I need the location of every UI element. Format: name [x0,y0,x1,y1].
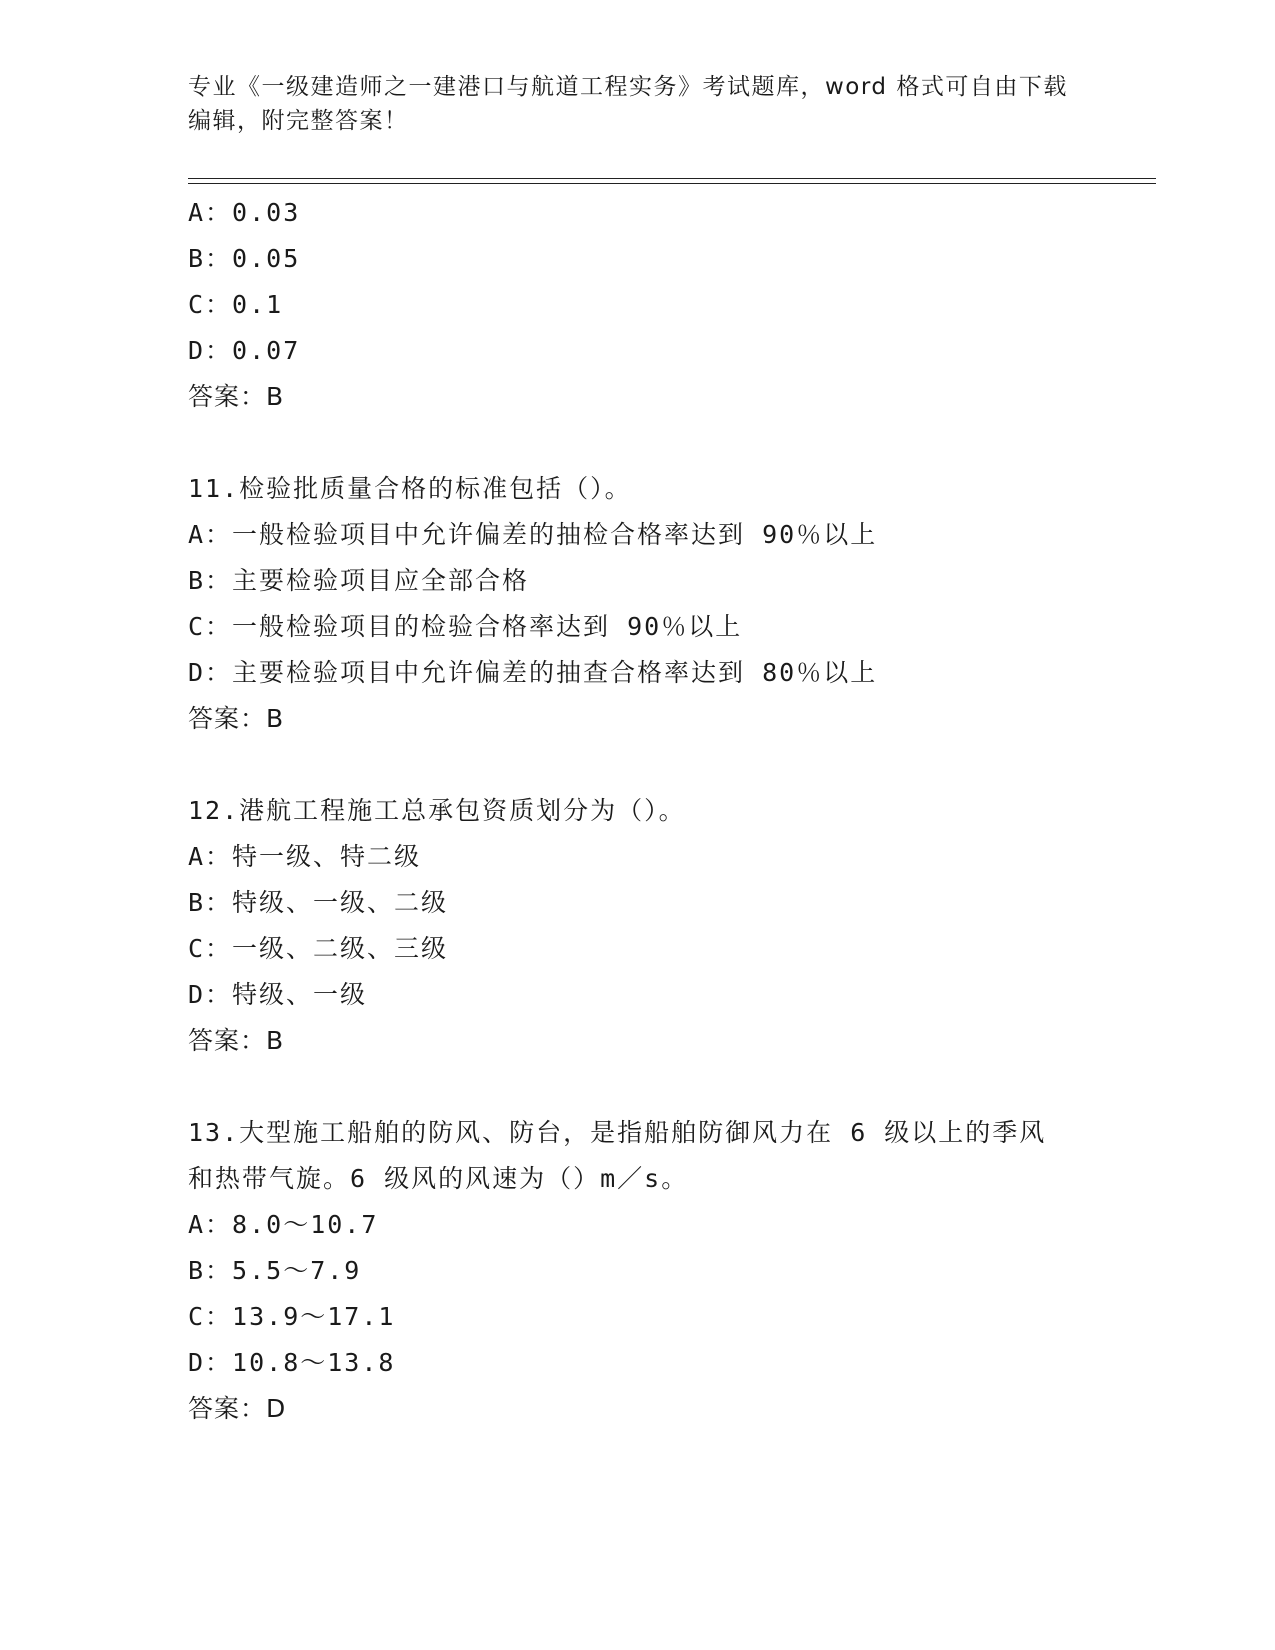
question-block-12 [188,788,1156,1064]
question-stem: 11.检验批质量合格的标准包括（）。 [188,474,632,503]
question-block-11 [188,466,1156,742]
option-b: B：0.05 [188,244,301,273]
option-b: B：5.5～7.9 [188,1256,362,1285]
option-b: B：特级、一级、二级 [188,888,449,917]
answer-line: 答案：D [188,1394,287,1423]
spacer [188,1064,1156,1110]
document-header [188,70,1088,138]
header-divider-bottom [188,183,1156,184]
option-a: A：特一级、特二级 [188,842,422,871]
option-b: B：主要检验项目应全部合格 [188,566,530,595]
question-block-13 [188,1110,1156,1432]
question-block-prev [188,190,1156,420]
option-c: C：13.9～17.1 [188,1302,396,1331]
answer-line: 答案：B [188,1026,285,1055]
question-stem-line-1: 13.大型施工船舶的防风、防台，是指船舶防御风力在 6 级以上的季风 [188,1118,1047,1147]
option-a: A：一般检验项目中允许偏差的抽检合格率达到 90％以上 [188,520,878,549]
option-a: A：8.0～10.7 [188,1210,379,1239]
option-c: C：0.1 [188,290,284,319]
option-c: C：一般检验项目的检验合格率达到 90％以上 [188,612,743,641]
option-d: D：0.07 [188,336,301,365]
option-d: D：特级、一级 [188,980,368,1009]
option-d: D：10.8～13.8 [188,1348,396,1377]
option-c: C：一级、二级、三级 [188,934,449,963]
option-a: A：0.03 [188,198,301,227]
answer-line: 答案：B [188,382,285,411]
option-d: D：主要检验项目中允许偏差的抽查合格率达到 80％以上 [188,658,878,687]
header-divider-top [188,178,1156,179]
question-stem: 12.港航工程施工总承包资质划分为（）。 [188,796,686,825]
question-stem-line-2: 和热带气旋。6 级风的风速为（）m／s。 [188,1164,689,1193]
answer-line: 答案：B [188,704,285,733]
header-line-2: 编辑，附完整答案！ [188,108,409,134]
spacer [188,420,1156,466]
question-list [188,190,1156,1432]
spacer [188,742,1156,788]
header-line-1: 专业《一级建造师之一建港口与航道工程实务》考试题库，word 格式可自由下载 [188,74,1068,100]
